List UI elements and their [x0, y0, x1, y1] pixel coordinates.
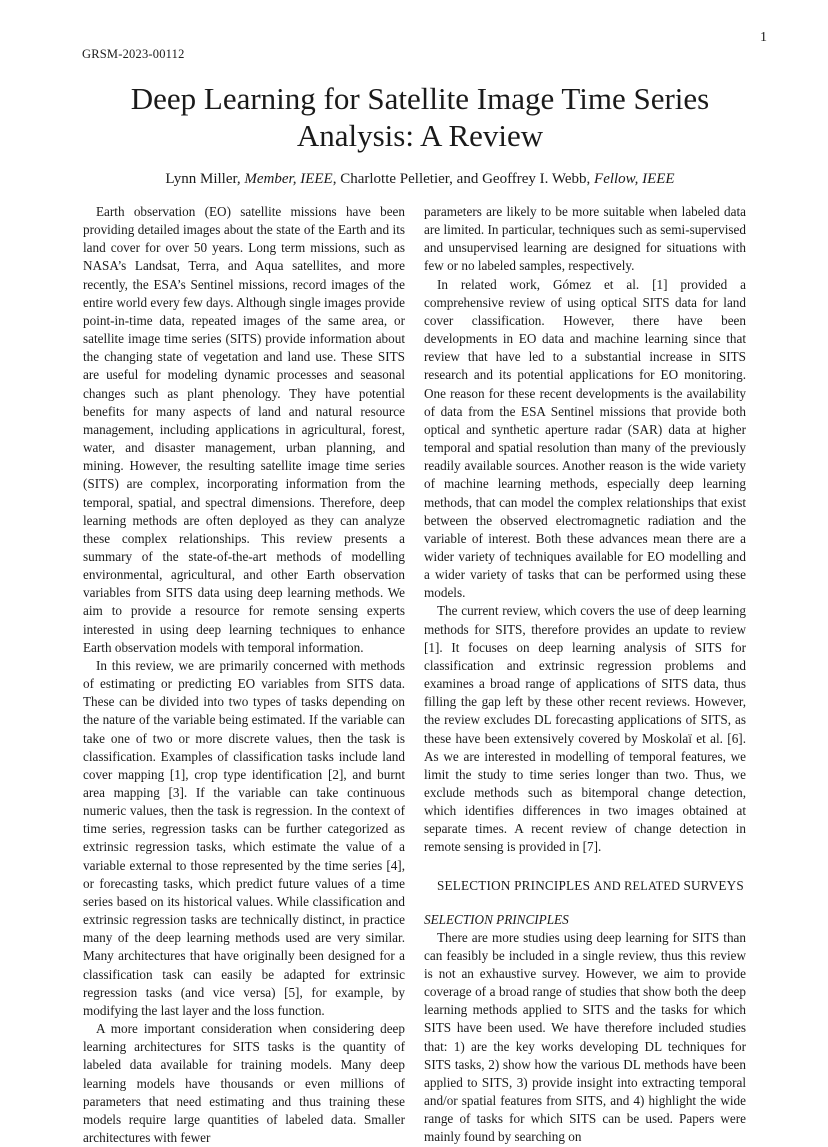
body-paragraph-continued: parameters are likely to be more suitable when labeled data are limited. In particular, techniques such as semi-supervised and unsupervised learning are designed for situations with few or no labeled samples, respectively. [424, 204, 746, 274]
title-line-1: Deep Learning for Satellite Image Time Series [130, 81, 710, 116]
body-paragraph: In this review, we are primarily concerned with methods of estimating or predicting EO variables from SITS data. These can be divided into two types of tasks depending on the nature of the variable being estimated. If the variable can take one of two or more discrete values, then the task is classification. Examples of classification tasks include land cover mapping [1], crop type identification [2], and burnt area mapping [3]. If the variable can take continuous numeric values, then the task is regression. In the context of time series, regression tasks can be further categorized as extrinsic regression tasks, which estimate the value of a variable external to those represented by the time series [4], or forecasting tasks, which predict future values of a time series based on its historical values. While classification and extrinsic regression tasks are technically distinct, in practice many of the deep learning methods used are very similar. Many architectures that have originally been designed for a classification task can easily be adapted for extrinsic regression tasks (and vice versa) [5], for example, by modifying the last layer and the loss function. [83, 657, 405, 1018]
title-line-2: Analysis: A Review [296, 118, 544, 153]
author-3-membership: Fellow, IEEE [594, 171, 675, 187]
section-heading-part: SURVEYS [683, 877, 744, 893]
author-1-membership: Member, IEEE [244, 171, 333, 187]
authors-2-3-names: , Charlotte Pelletier, and Geoffrey I. Webb, [332, 171, 595, 187]
right-column [424, 203, 746, 1147]
body-paragraph: The current review, which covers the use of deep learning methods for SITS, therefore provides an update to review [1]. It focuses on deep learning analysis of SITS for classification and extrinsic regression problems and examines a broad range of applications of SITS data, thus filling the gap left by these other recent reviews. However, the review excludes DL forecasting applications of SITS, as these have been extensively covered by Moskolaï et al. [6]. As we are interested in modelling of temporal features, we limit the study to time series longer than two. Thus, we exclude methods such as bitemporal change detection, which identifies differences in two images obtained at separate times. A recent review of change detection in remote sensing is provided in [7]. [424, 603, 746, 855]
body-paragraph: Earth observation (EO) satellite missions have been providing detailed images about the state of the Earth and its land cover for over 50 years. Long term missions, such as NASA’s Landsat, Terra, and Aqua satellites, and more recently, the ESA’s Sentinel missions, record images of the entire world every few days. Although single images provide point-in-time data, repeated images of the same area, or satellite image time series (SITS) provide information about the changing state of vegetation and land use. These SITS are useful for modeling dynamic processes and seasonal changes such as plant phenology. They have potential benefits for many aspects of land and natural resource management, including applications in agricultural, forest, water, and disaster management, urban planning, and mining. However, the resulting satellite image time series (SITS) are complex, incorporating information from the temporal, spatial, and spectral dimensions. Therefore, deep learning methods are often deployed as they can analyze these complex relationships. This review presents a summary of the state-of-the-art methods of modelling environmental, agricultural, and other Earth observation variables from SITS data using deep learning methods. We aim to provide a resource for remote sensing experts interested in using deep learning techniques to enhance Earth observation models with temporal information. [83, 204, 405, 655]
paper-title [60, 80, 780, 154]
left-column [83, 203, 405, 1147]
section-heading-part: SELECTION PRINCIPLES [437, 877, 594, 893]
body-paragraph: A more important consideration when considering deep learning architectures for SITS tasks is the quantity of labeled data available for training models. Many deep learning models have thousands or even millions of parameters that need estimating and thus training these models require large quantities of labeled data. Smaller architectures with fewer [83, 1021, 405, 1145]
body-paragraph: In related work, Gómez et al. [1] provided a comprehensive review of using optical SITS data for land cover classification. However, there have been developments in EO data and machine learning since that review that have led to a substantial increase in SITS research and its potential applications for EO monitoring. One reason for these recent developments is the availability of data from the ESA Sentinel missions that provide both optical and synthetic aperture radar (SAR) data at higher temporal and spatial resolution than many of the previously readily available sources. Another reason is the wide variety of machine learning methods, especially deep learning methods, that can model the complex relationships that exist between the observed electromagnetic radiation and the variable of interest. Both these advances mean there are a wider variety of techniques available for EO modelling and a wider variety of tasks that can be performed using these models. [424, 276, 746, 601]
author-list [60, 170, 780, 188]
section-heading [424, 877, 746, 895]
section-heading-part: AND RELATED [593, 878, 684, 893]
body-paragraph: There are more studies using deep learning for SITS than can feasibly be included in a single review, thus this review is not an exhaustive survey. However, we aim to provide coverage of a broad range of studies that show both the deep learning methods applied to SITS and the tasks for which SITS have been used. We have therefore included studies that: 1) are the key works developing DL techniques for SITS tasks, 2) show how the various DL methods have been applied to SITS, 3) provide insight into extracting temporal and/or spatial features from SITS, and 4) highlight the wide range of tasks for which SITS can be used. Papers were mainly found by searching on [424, 929, 746, 1145]
manuscript-id: GRSM-2023-00112 [82, 47, 185, 61]
author-1-name: Lynn Miller, [165, 171, 245, 187]
page-number: 1 [760, 30, 767, 45]
subsection-heading: SELECTION PRINCIPLES [424, 911, 569, 927]
